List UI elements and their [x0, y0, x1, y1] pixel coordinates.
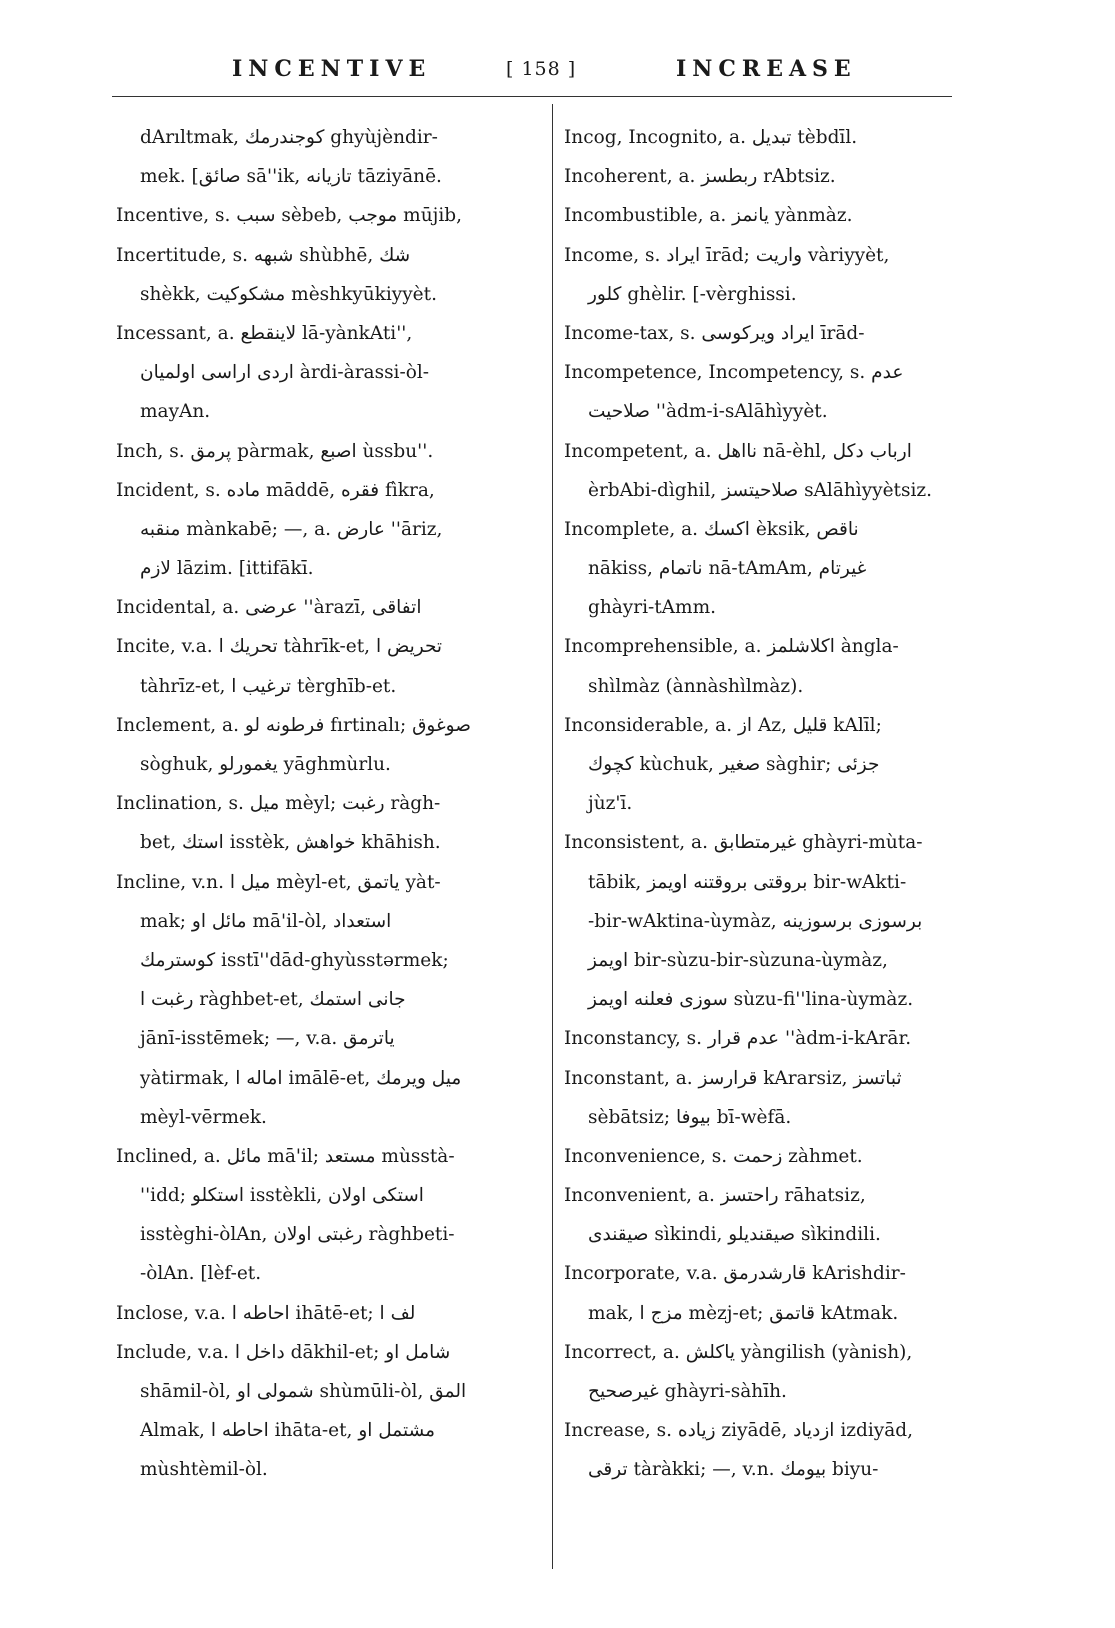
right-guide-word: INCREASE: [676, 56, 857, 82]
entry-line: jānī-isstēmek; —, v.a. ياترمق: [140, 1028, 395, 1050]
entry-line: isstèghi-òlAn, رغبتى اولان ràghbeti-: [140, 1224, 455, 1246]
entry-line: tàhrīz-et, ترغيب ا tèrghīb-et.: [140, 675, 397, 697]
entry-line: ghàyri-tAmm.: [588, 597, 717, 619]
entry-line: Income, s. ايراد īrād; واريت vàriyyèt,: [564, 244, 890, 266]
entry-line: كوسترمك isstī''dād-ghyùsstərmek;: [140, 949, 449, 971]
entry-line: -òlAn. [lèf-et.: [140, 1263, 262, 1285]
entry-line: ''idd; استكلو isstèkli, استكى اولان: [140, 1185, 424, 1207]
entry-line: shìlmàz (ànnàshìlmàz).: [588, 675, 804, 697]
entry-line: Inclination, s. ميل mèyl; رغبت ràgh-: [116, 793, 441, 815]
entry-line: mèyl-vērmek.: [140, 1106, 267, 1128]
entry-line: Almak, احاطه ا ihāta-et, مشتمل او: [140, 1420, 435, 1442]
entry-line: Inclined, a. مائل mā'il; مستعد mùsstà-: [116, 1145, 455, 1167]
entry-line: shāmil-òl, شمولى او shùmūli-òl, المق: [140, 1381, 467, 1402]
entry-line: Increase, s. زياده ziyādē, ازدياد izdiyād,: [564, 1420, 913, 1442]
entry-line: Inconstancy, s. عدم قرار ''àdm-i-kArār.: [564, 1028, 912, 1050]
entry-line: منقبه mànkabē; —, a. عارض ''āriz,: [140, 518, 443, 540]
entry-line: Inconsistent, a. غيرمتطابق ghàyri-mùta-: [564, 832, 923, 854]
entry-line: Incombustible, a. يانمز yànmàz.: [564, 205, 853, 227]
entry-line: Incompetent, a. نااهل nā-èhl, ارباب دكل: [564, 440, 912, 462]
entry-line: -bir-wAktina-ùymàz, برسوزى برسوزينه: [588, 910, 923, 932]
entry-line: Incomprehensible, a. اكلاشلمز àngla-: [564, 636, 899, 658]
entry-line: jùz'ī.: [588, 793, 633, 815]
entry-line: Incite, v.a. تحريك ا tàhrīk-et, تحريض ا: [116, 636, 443, 658]
header-rule: [112, 96, 952, 97]
entry-line: Incentive, s. سبب sèbeb, موجب mūjib,: [116, 205, 462, 227]
entry-line: mak; مائل او mā'il-òl, استعداد: [140, 910, 392, 932]
entry-line: Inclement, a. فرطونه لو fırtinalı; صوغوق: [116, 714, 471, 736]
entry-line: tābik, بروقتى بروقتنه اويمز bir-wAkti-: [588, 871, 907, 893]
entry-line: Incline, v.n. ميل ا mèyl-et, ياتمق yàt-: [116, 871, 441, 893]
entry-line: nākiss, ناتمام nā-tAmAm, غيرتام: [588, 558, 867, 580]
entry-line: mayAn.: [140, 401, 211, 423]
entry-line: رغبت ا ràghbet-et, جانى استمك: [140, 989, 406, 1011]
left-column: [116, 118, 536, 1490]
entry-line: لازم lāzim. [ittifākī.: [140, 558, 314, 580]
entry-line: Income-tax, s. ايراد ويركوسى īrād-: [564, 322, 865, 344]
entry-line: Include, v.a. داخل ا dākhil-et; شامل او: [116, 1341, 451, 1363]
entry-line: سوزى فعلنه اويمز sùzu-fi''lina-ùymàz.: [588, 989, 914, 1011]
entry-line: Inclose, v.a. احاطه ا ihātē-et; لف ا: [116, 1302, 416, 1324]
page-header: [112, 52, 952, 92]
entry-line: Inch, s. پرمق pàrmak, اصبع ùssbu''.: [116, 440, 434, 462]
entry-line: mek. [صائق sā''ik, تازيانه tāziyānē.: [140, 166, 442, 188]
entry-line: Inconvenience, s. زحمت zàhmet.: [564, 1145, 863, 1167]
entry-line: غيرصحيح ghàyri-sàhīh.: [588, 1381, 787, 1402]
entry-line: Incomplete, a. اكسك èksik, ناقص: [564, 518, 859, 540]
entry-line: كلور ghèlir. [-vèrghissi.: [588, 283, 797, 305]
entry-line: اويمز bir-sùzu-bir-sùzuna-ùymàz,: [588, 949, 888, 971]
entry-line: Inconstant, a. قرارسز kArarsiz, ثباتسز: [564, 1067, 902, 1089]
entry-line: Inconvenient, a. راحتسز rāhatsiz,: [564, 1185, 866, 1207]
entry-line: Incog, Incognito, a. تبديل tèbdīl.: [564, 127, 858, 148]
entry-line: bet, استك isstèk, خواهش khāhish.: [140, 832, 441, 854]
entry-line: Incorporate, v.a. قارشدرمق kArishdir-: [564, 1263, 906, 1285]
entry-line: اردى اراسى اولميان àrdi-àrassi-òl-: [140, 362, 430, 384]
entry-line: dArıltmak, كوجندرمك ghyùjèndir-: [140, 127, 438, 148]
entry-line: mak, مزج ا mèzj-et; قاتمق kAtmak.: [588, 1302, 899, 1324]
entry-line: ترقى tàràkki; —, v.n. بيومك biyu-: [588, 1459, 879, 1481]
entry-line: Incorrect, a. ياكلش yàngilish (yànish),: [564, 1341, 913, 1363]
entry-line: Incidental, a. عرضى ''àrazī, اتفاقى: [116, 597, 422, 619]
entry-line: Incident, s. ماده māddē, فقره fìkra,: [116, 479, 435, 501]
entry-line: mùshtèmil-òl.: [140, 1459, 268, 1481]
entry-line: صيقندى sìkindi, صيقنديلو sìkindili.: [588, 1224, 881, 1246]
entry-line: shèkk, مشكوكيت mèshkyūkiyyèt.: [140, 283, 437, 305]
entry-line: صلاحيت ''àdm-i-sAlāhìyyèt.: [588, 401, 828, 423]
entry-line: èrbAbi-dìghil, صلاحيتسز sAlāhìyyètsiz.: [588, 479, 933, 501]
entry-line: كچوك kùchuk, صغير sàghir; جزئى: [588, 754, 880, 775]
entry-line: yàtirmak, اماله ا imālē-et, ميل ويرمك: [140, 1067, 462, 1089]
entry-line: Incoherent, a. ربطسز rAbtsiz.: [564, 166, 836, 188]
entry-line: Incompetence, Incompetency, s. عدم: [564, 362, 904, 384]
entry-line: sèbātsiz; بيوفا bī-wèfā.: [588, 1106, 792, 1128]
left-guide-word: INCENTIVE: [232, 56, 432, 82]
entry-line: Inconsiderable, a. از Az, قليل kAlīl;: [564, 714, 882, 736]
entry-line: sòghuk, يغمورلو yāghmùrlu.: [140, 754, 391, 775]
right-column: [564, 118, 960, 1490]
column-divider: [552, 104, 553, 1569]
page-number: [ 158 ]: [506, 58, 577, 80]
entry-line: Incertitude, s. شبهه shùbhē, شك: [116, 244, 411, 266]
entry-line: Incessant, a. لاينقطع lā-yànkAti'',: [116, 322, 413, 344]
